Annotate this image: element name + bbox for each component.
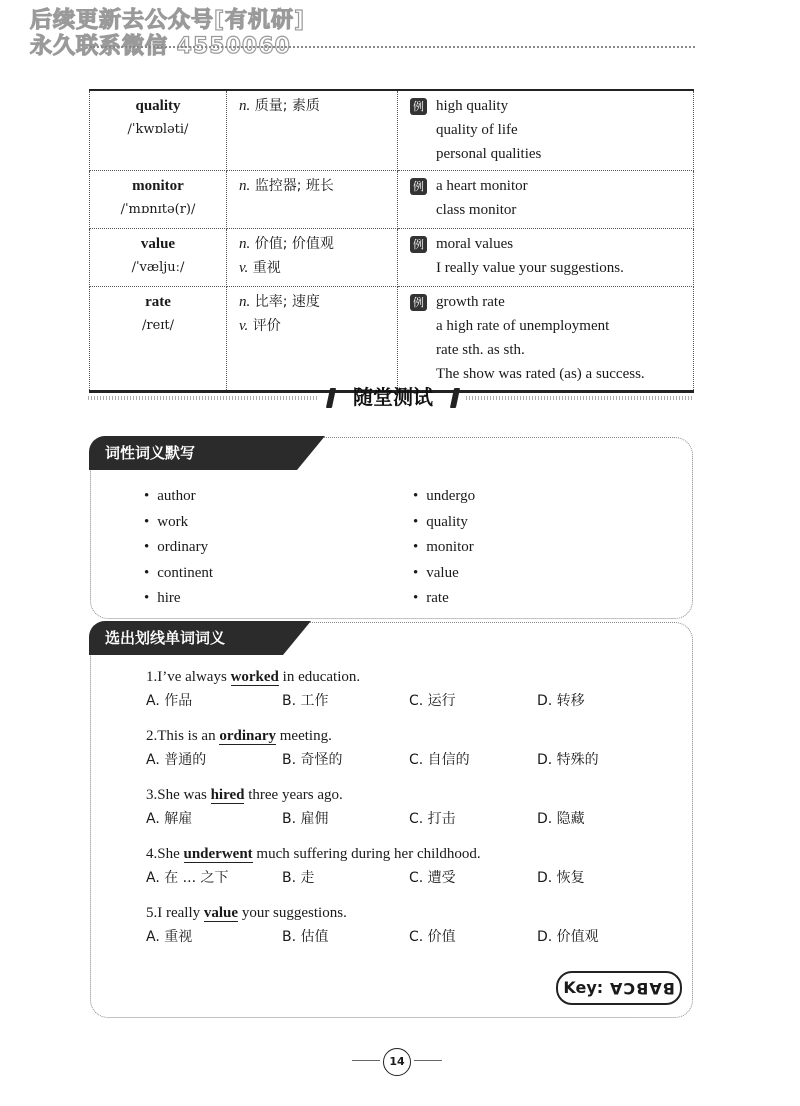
- meaning-text: 质量; 素质: [254, 98, 320, 114]
- example-text: quality of life: [436, 122, 518, 138]
- part-of-speech: n.: [239, 294, 251, 310]
- vocab-word: value: [140, 236, 176, 252]
- meaning-text: 价值; 价值观: [254, 236, 334, 252]
- option-c: C. 打击: [409, 811, 456, 827]
- example-text: a high rate of unemployment: [436, 318, 610, 334]
- part-of-speech: v.: [239, 318, 249, 334]
- option-a: A. 在 ... 之下: [146, 870, 229, 886]
- vocab-row: [90, 229, 694, 287]
- part2-box: [90, 622, 693, 1018]
- vocab-word-cell: [90, 171, 227, 229]
- option-a: A. 重视: [146, 929, 193, 945]
- example-text: class monitor: [436, 202, 517, 218]
- list-item: • work: [144, 510, 213, 536]
- underlined-word: value: [203, 905, 239, 921]
- vocab-meaning-cell: [227, 90, 398, 171]
- question-text: your suggestions.: [238, 905, 347, 921]
- section-title: 随堂测试: [353, 385, 433, 409]
- option-b: B. 走: [282, 870, 315, 886]
- part2-tab: 选出划线单词词义: [89, 621, 283, 655]
- options: [146, 748, 606, 772]
- part-of-speech: n.: [239, 98, 251, 114]
- question-text: 4.She: [146, 846, 184, 862]
- vocab-ipa: /reɪt/: [141, 318, 175, 333]
- meaning-text: 比率; 速度: [254, 294, 320, 310]
- underlined-word: underwent: [183, 846, 253, 862]
- part-of-speech: n.: [239, 178, 251, 194]
- part1-tab: 词性词义默写: [89, 436, 297, 470]
- option-c: C. 自信的: [409, 752, 470, 768]
- example-text: I really value your suggestions.: [436, 260, 624, 276]
- options: [146, 807, 606, 831]
- question-text: three years ago.: [244, 787, 343, 803]
- example-icon: 例: [410, 98, 427, 115]
- example-text: personal qualities: [436, 146, 542, 162]
- example-text: moral values: [436, 236, 514, 252]
- vocab-example-cell: [398, 90, 694, 171]
- list-item: • ordinary: [144, 535, 213, 561]
- vocab-row: [90, 171, 694, 229]
- option-d: D. 隐藏: [537, 811, 585, 827]
- vocab-row: [90, 287, 694, 392]
- part1-box: [90, 437, 693, 619]
- vocab-example-cell: [398, 171, 694, 229]
- meaning-text: 评价: [252, 318, 281, 334]
- answer-key: [556, 971, 682, 1005]
- section-title-bar: [0, 383, 800, 413]
- question-text: meeting.: [276, 728, 332, 744]
- option-b: B. 估值: [282, 929, 329, 945]
- option-a: A. 普通的: [146, 752, 207, 768]
- example-text: rate sth. as sth.: [436, 342, 525, 358]
- question-text: 5.I really: [146, 905, 204, 921]
- key-label: Key:: [563, 978, 604, 997]
- option-d: D. 特殊的: [537, 752, 599, 768]
- option-a: A. 解雇: [146, 811, 193, 827]
- example-text: The show was rated (as) a success.: [436, 366, 645, 382]
- example-text: high quality: [436, 98, 509, 114]
- example-text: a heart monitor: [436, 178, 528, 194]
- option-c: C. 运行: [409, 693, 456, 709]
- underlined-word: ordinary: [219, 728, 277, 744]
- key-answers: BABCA: [608, 979, 675, 998]
- example-icon: 例: [410, 236, 427, 253]
- part1-left-list: [144, 484, 213, 612]
- option-b: B. 工作: [282, 693, 329, 709]
- title-rule-right: [466, 396, 692, 400]
- example-icon: 例: [410, 294, 427, 311]
- page-number: 14: [383, 1048, 411, 1076]
- question-text: 1.I’ve always: [146, 669, 231, 685]
- vocab-meaning-cell: [227, 171, 398, 229]
- question-text: 3.She was: [146, 787, 211, 803]
- vocab-word-cell: [90, 287, 227, 392]
- question: [146, 665, 606, 713]
- vocab-table: [89, 89, 694, 393]
- page-number-rule-left: [352, 1060, 380, 1061]
- part-of-speech: v.: [239, 260, 249, 276]
- question-text: in education.: [278, 669, 361, 685]
- vocab-example-cell: [398, 287, 694, 392]
- example-icon: 例: [410, 178, 427, 195]
- list-item: • monitor: [413, 535, 475, 561]
- option-a: A. 作品: [146, 693, 193, 709]
- underlined-word: hired: [210, 787, 245, 803]
- part1-right-list: [413, 484, 475, 612]
- list-item: • hire: [144, 586, 213, 612]
- options: [146, 925, 606, 949]
- vocab-example-cell: [398, 229, 694, 287]
- title-rule-left: [88, 396, 318, 400]
- question: [146, 842, 606, 890]
- vocab-word-cell: [90, 90, 227, 171]
- list-item: • rate: [413, 586, 475, 612]
- example-text: growth rate: [436, 294, 505, 310]
- vocab-word-cell: [90, 229, 227, 287]
- vocab-meaning-cell: [227, 287, 398, 392]
- vocab-ipa: /ˈmɒnɪtə(r)/: [120, 202, 196, 217]
- list-item: • value: [413, 561, 475, 587]
- question-text: 2.This is an: [146, 728, 220, 744]
- vocab-row: [90, 90, 694, 171]
- vocab-word: rate: [145, 294, 171, 310]
- list-item: • continent: [144, 561, 213, 587]
- meaning-text: 重视: [252, 260, 281, 276]
- option-c: C. 遭受: [409, 870, 456, 886]
- vocab-word: quality: [135, 98, 181, 114]
- vocab-ipa: /ˈkwɒləti/: [127, 122, 189, 137]
- page-number-rule-right: [414, 1060, 442, 1061]
- option-b: B. 奇怪的: [282, 752, 343, 768]
- list-item: • author: [144, 484, 213, 510]
- question: [146, 783, 606, 831]
- option-d: D. 恢复: [537, 870, 585, 886]
- meaning-text: 监控器; 班长: [254, 178, 334, 194]
- list-item: • undergo: [413, 484, 475, 510]
- option-d: D. 转移: [537, 693, 585, 709]
- question: [146, 901, 606, 949]
- vocab-ipa: /ˈvæljuː/: [131, 260, 185, 275]
- question-text: much suffering during her childhood.: [252, 846, 481, 862]
- watermark: [30, 8, 305, 60]
- options: [146, 689, 606, 713]
- option-d: D. 价值观: [537, 929, 599, 945]
- list-item: • quality: [413, 510, 475, 536]
- underlined-word: worked: [230, 669, 279, 685]
- watermark-line1: 后续更新去公众号[有机研]: [30, 8, 306, 33]
- watermark-line2: 永久联系微信 4550060: [30, 34, 291, 59]
- options: [146, 866, 606, 890]
- question: [146, 724, 606, 772]
- vocab-meaning-cell: [227, 229, 398, 287]
- vocab-word: monitor: [132, 178, 184, 194]
- option-b: B. 雇佣: [282, 811, 329, 827]
- part-of-speech: n.: [239, 236, 251, 252]
- header-divider: [90, 46, 695, 48]
- option-c: C. 价值: [409, 929, 456, 945]
